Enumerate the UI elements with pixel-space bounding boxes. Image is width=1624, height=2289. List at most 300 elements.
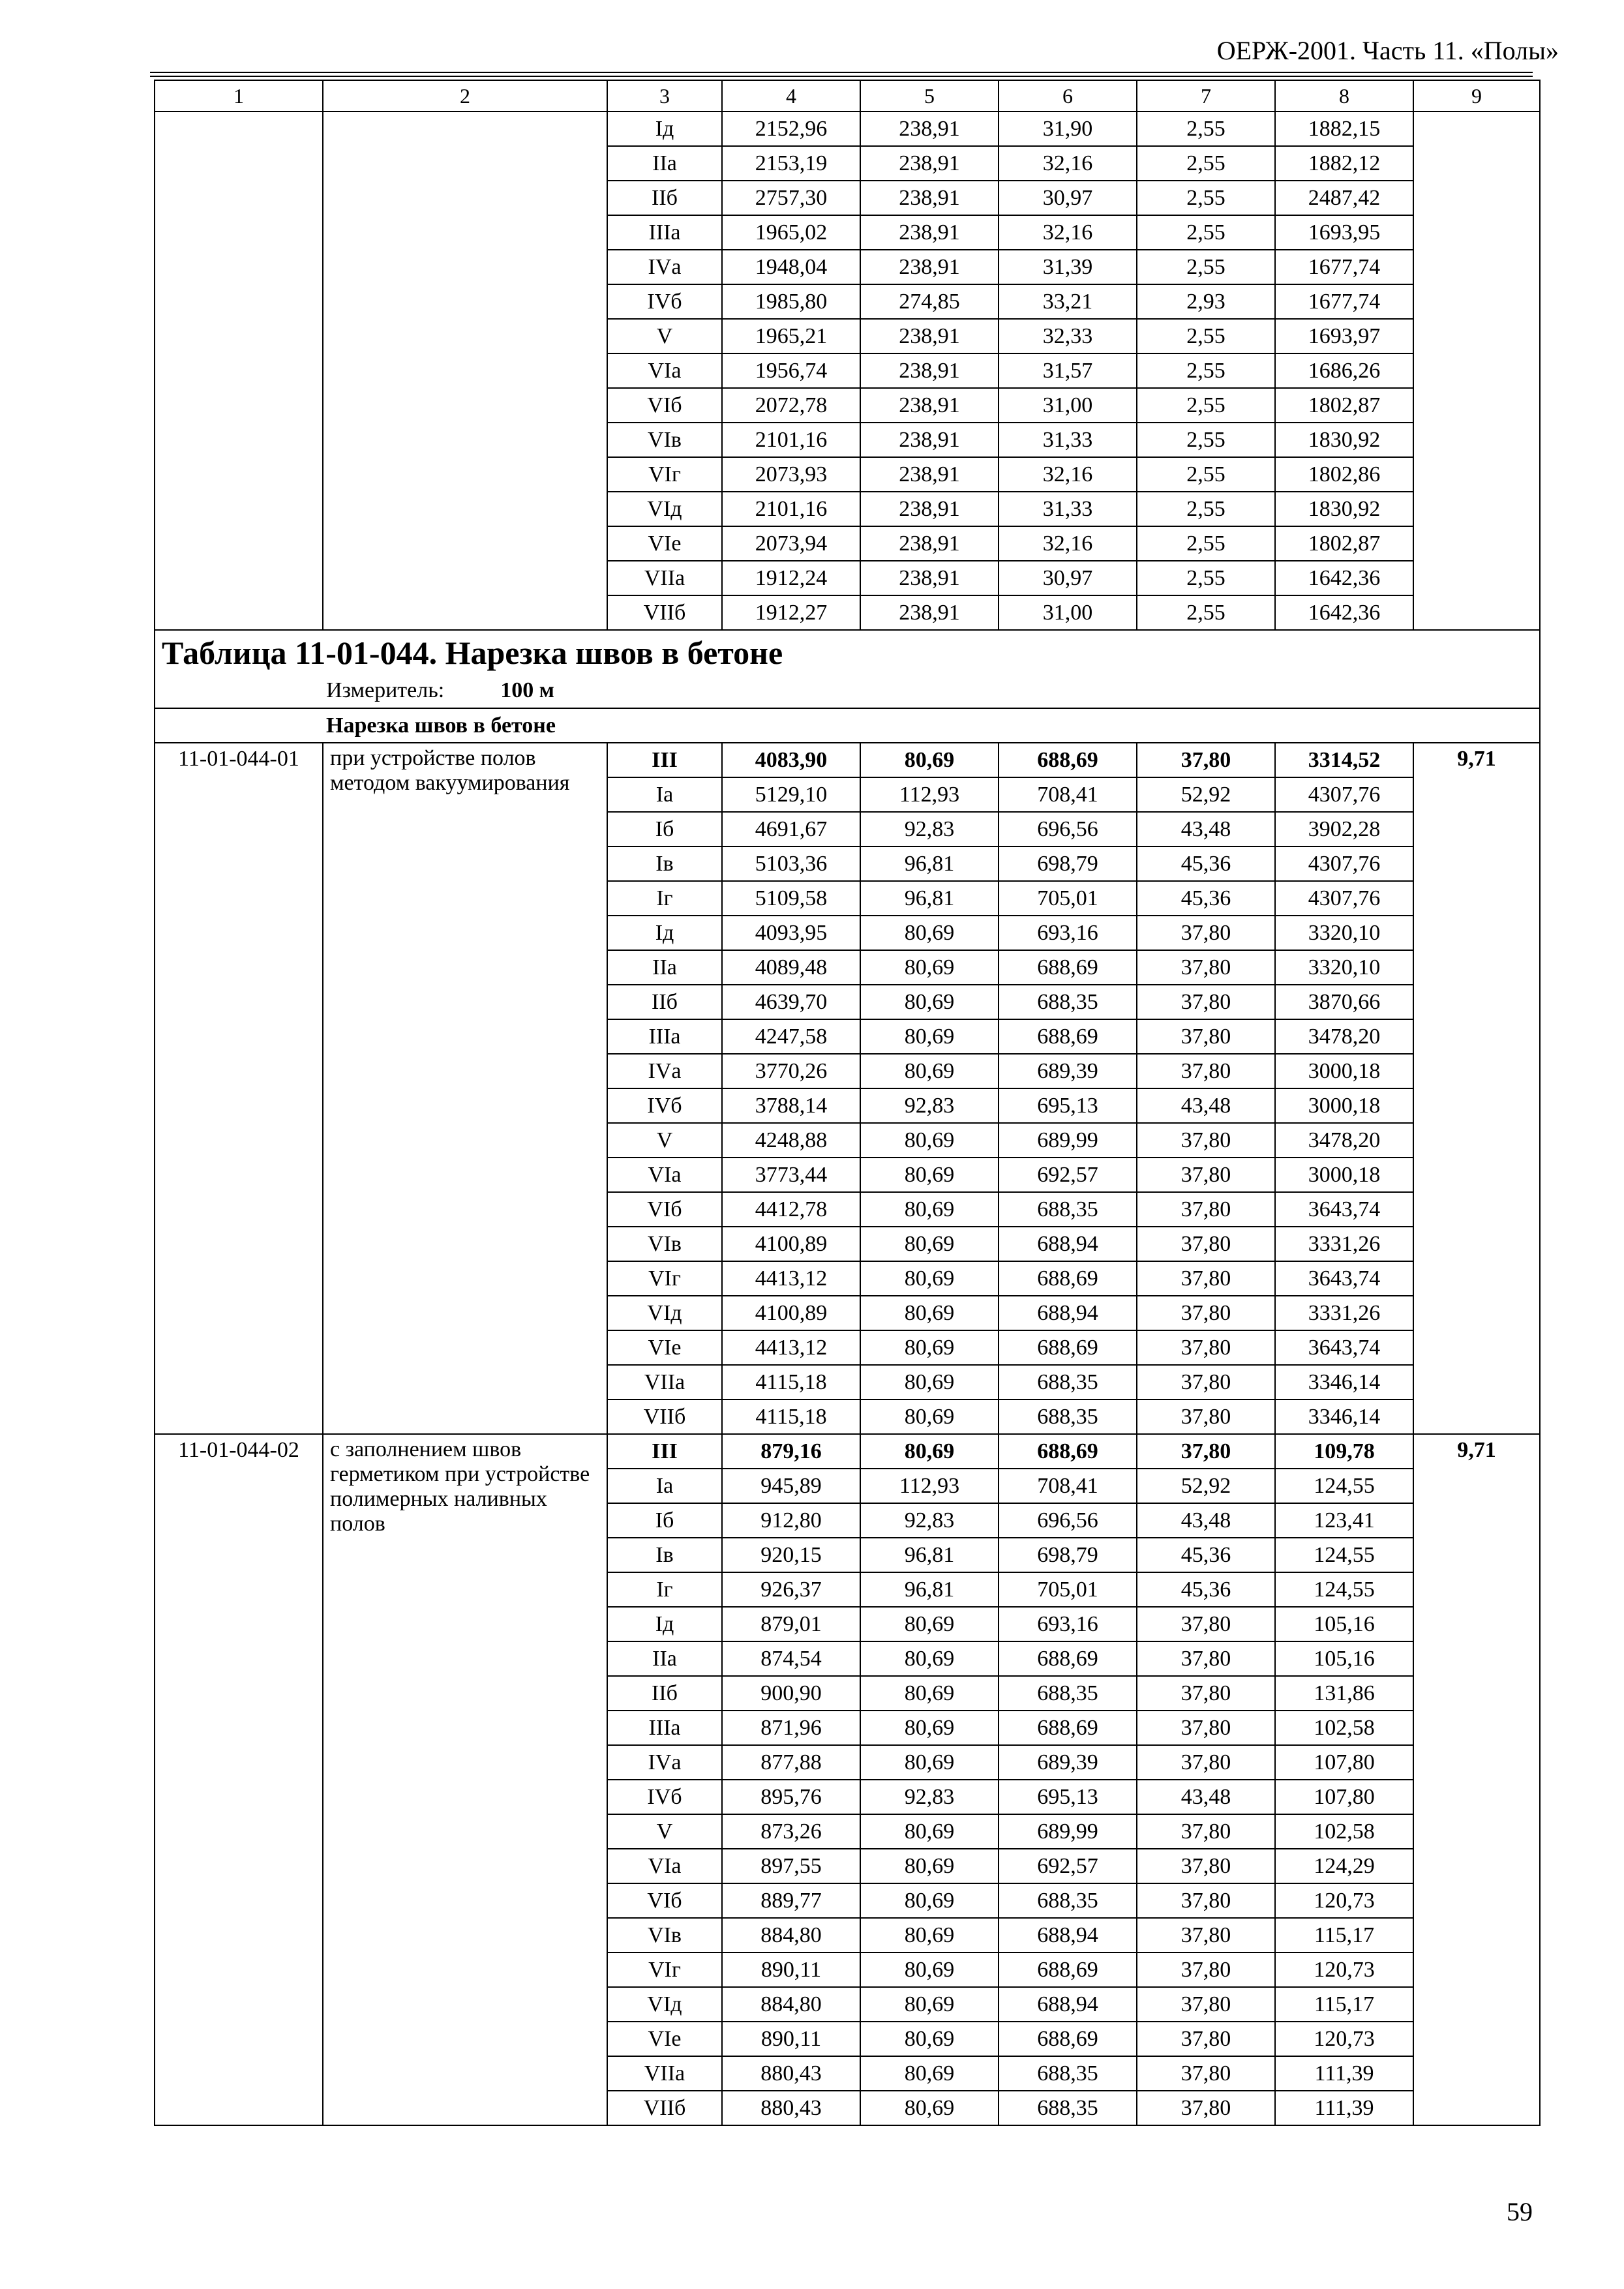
- zone-cell: Iа: [607, 1469, 722, 1503]
- value-cell: 92,83: [860, 1088, 999, 1123]
- section-title: Нарезка швов в бетоне: [155, 708, 1540, 743]
- value-cell: 30,97: [999, 181, 1137, 215]
- value-cell: 31,00: [999, 595, 1137, 630]
- value-cell: 688,94: [999, 1227, 1137, 1261]
- value-cell: 80,69: [860, 1987, 999, 2022]
- value-cell: 112,93: [860, 1469, 999, 1503]
- value-cell: 31,33: [999, 492, 1137, 526]
- zone-cell: IVа: [607, 250, 722, 284]
- value-cell: 2073,93: [722, 457, 860, 492]
- column-number: 9: [1413, 80, 1540, 112]
- value-cell: 912,80: [722, 1503, 860, 1538]
- value-cell: 238,91: [860, 112, 999, 146]
- value-cell: 884,80: [722, 1918, 860, 1952]
- value-cell: 52,92: [1137, 1469, 1275, 1503]
- value-cell: 80,69: [860, 2022, 999, 2056]
- header-rule: [150, 76, 1533, 77]
- value-cell: 107,80: [1275, 1780, 1413, 1814]
- value-cell: 689,99: [999, 1814, 1137, 1849]
- value-cell: 695,13: [999, 1088, 1137, 1123]
- value-cell: 5129,10: [722, 777, 860, 812]
- value-cell: 689,99: [999, 1123, 1137, 1158]
- zone-cell: IIб: [607, 1676, 722, 1711]
- value-cell: 2,55: [1137, 146, 1275, 181]
- zone-cell: VIIа: [607, 561, 722, 595]
- value-cell: 1802,86: [1275, 457, 1413, 492]
- zone-cell: Iг: [607, 881, 722, 916]
- value-cell: 693,16: [999, 916, 1137, 950]
- item-extra-value: 9,71: [1413, 743, 1540, 1434]
- value-cell: 102,58: [1275, 1814, 1413, 1849]
- value-cell: 1642,36: [1275, 595, 1413, 630]
- value-cell: 705,01: [999, 881, 1137, 916]
- value-cell: 2072,78: [722, 388, 860, 423]
- value-cell: 688,35: [999, 2091, 1137, 2125]
- value-cell: 2,55: [1137, 215, 1275, 250]
- value-cell: 4413,12: [722, 1330, 860, 1365]
- value-cell: 37,80: [1137, 1019, 1275, 1054]
- value-cell: 31,00: [999, 388, 1137, 423]
- value-cell: 80,69: [860, 743, 999, 777]
- value-cell: 2,55: [1137, 319, 1275, 353]
- value-cell: 80,69: [860, 1158, 999, 1192]
- value-cell: 926,37: [722, 1572, 860, 1607]
- value-cell: 37,80: [1137, 1158, 1275, 1192]
- value-cell: 45,36: [1137, 1572, 1275, 1607]
- value-cell: 96,81: [860, 846, 999, 881]
- value-cell: 120,73: [1275, 1952, 1413, 1987]
- unit-line: [155, 674, 1539, 708]
- zone-cell: VIв: [607, 423, 722, 457]
- value-cell: 874,54: [722, 1641, 860, 1676]
- value-cell: 111,39: [1275, 2091, 1413, 2125]
- value-cell: 238,91: [860, 492, 999, 526]
- zone-cell: VIIб: [607, 2091, 722, 2125]
- value-cell: 1802,87: [1275, 388, 1413, 423]
- value-cell: 102,58: [1275, 1711, 1413, 1745]
- value-cell: 37,80: [1137, 1399, 1275, 1434]
- value-cell: 43,48: [1137, 1503, 1275, 1538]
- value-cell: 3643,74: [1275, 1192, 1413, 1227]
- value-cell: 4691,67: [722, 812, 860, 846]
- value-cell: 2,55: [1137, 561, 1275, 595]
- value-cell: 4089,48: [722, 950, 860, 985]
- value-cell: 37,80: [1137, 1711, 1275, 1745]
- value-cell: 115,17: [1275, 1918, 1413, 1952]
- value-cell: 3770,26: [722, 1054, 860, 1088]
- zone-cell: VIе: [607, 2022, 722, 2056]
- value-cell: 1956,74: [722, 353, 860, 388]
- value-cell: 696,56: [999, 1503, 1137, 1538]
- value-cell: 1830,92: [1275, 492, 1413, 526]
- value-cell: 4307,76: [1275, 777, 1413, 812]
- value-cell: 1965,02: [722, 215, 860, 250]
- value-cell: 112,93: [860, 777, 999, 812]
- value-cell: 2757,30: [722, 181, 860, 215]
- value-cell: 688,69: [999, 1261, 1137, 1296]
- value-cell: 688,69: [999, 1641, 1137, 1676]
- zone-cell: IIб: [607, 985, 722, 1019]
- header-rule: [150, 72, 1533, 73]
- column-number: 4: [722, 80, 860, 112]
- value-cell: 688,35: [999, 1365, 1137, 1399]
- value-cell: 2,55: [1137, 250, 1275, 284]
- value-cell: 238,91: [860, 146, 999, 181]
- value-cell: 3314,52: [1275, 743, 1413, 777]
- value-cell: 2,55: [1137, 423, 1275, 457]
- value-cell: 688,35: [999, 2056, 1137, 2091]
- value-cell: 897,55: [722, 1849, 860, 1883]
- zone-cell: VIг: [607, 1261, 722, 1296]
- value-cell: 3000,18: [1275, 1088, 1413, 1123]
- item-description: при устройстве полов методом вакуумирования: [323, 743, 607, 1434]
- zone-cell: IVа: [607, 1054, 722, 1088]
- value-cell: 37,80: [1137, 1987, 1275, 2022]
- value-cell: 3331,26: [1275, 1296, 1413, 1330]
- value-cell: 688,69: [999, 743, 1137, 777]
- value-cell: 238,91: [860, 457, 999, 492]
- value-cell: 37,80: [1137, 916, 1275, 950]
- value-cell: 4115,18: [722, 1399, 860, 1434]
- value-cell: 37,80: [1137, 1641, 1275, 1676]
- description-cell-empty: [323, 112, 607, 630]
- value-cell: 1965,21: [722, 319, 860, 353]
- value-cell: 2,55: [1137, 595, 1275, 630]
- value-cell: 80,69: [860, 1641, 999, 1676]
- zone-cell: VIа: [607, 1158, 722, 1192]
- value-cell: 688,94: [999, 1987, 1137, 2022]
- value-cell: 689,39: [999, 1054, 1137, 1088]
- zone-cell: IVб: [607, 284, 722, 319]
- value-cell: 688,69: [999, 1019, 1137, 1054]
- zone-cell: IIIа: [607, 215, 722, 250]
- value-cell: 45,36: [1137, 846, 1275, 881]
- value-cell: 37,80: [1137, 1814, 1275, 1849]
- value-cell: 3000,18: [1275, 1158, 1413, 1192]
- value-cell: 32,16: [999, 457, 1137, 492]
- value-cell: 3478,20: [1275, 1019, 1413, 1054]
- value-cell: 695,13: [999, 1780, 1137, 1814]
- zone-cell: VIа: [607, 353, 722, 388]
- value-cell: 37,80: [1137, 1227, 1275, 1261]
- value-cell: 37,80: [1137, 2056, 1275, 2091]
- value-cell: 123,41: [1275, 1503, 1413, 1538]
- zone-cell: Iд: [607, 1607, 722, 1641]
- column-number: 8: [1275, 80, 1413, 112]
- value-cell: 32,16: [999, 526, 1137, 561]
- zone-cell: IIа: [607, 146, 722, 181]
- value-cell: 3000,18: [1275, 1054, 1413, 1088]
- value-cell: 1948,04: [722, 250, 860, 284]
- value-cell: 37,80: [1137, 1123, 1275, 1158]
- zone-cell: Iв: [607, 846, 722, 881]
- value-cell: 1830,92: [1275, 423, 1413, 457]
- zone-cell: Iд: [607, 112, 722, 146]
- zone-cell: IVб: [607, 1088, 722, 1123]
- value-cell: 124,55: [1275, 1538, 1413, 1572]
- value-cell: 1677,74: [1275, 250, 1413, 284]
- value-cell: 33,21: [999, 284, 1137, 319]
- value-cell: 693,16: [999, 1607, 1137, 1641]
- value-cell: 80,69: [860, 2056, 999, 2091]
- value-cell: 120,73: [1275, 1883, 1413, 1918]
- value-cell: 1693,97: [1275, 319, 1413, 353]
- value-cell: 4100,89: [722, 1296, 860, 1330]
- value-cell: 2101,16: [722, 423, 860, 457]
- value-cell: 37,80: [1137, 985, 1275, 1019]
- zone-cell: Iг: [607, 1572, 722, 1607]
- table-row: [155, 112, 1540, 146]
- column-number: 2: [323, 80, 607, 112]
- value-cell: 37,80: [1137, 1261, 1275, 1296]
- value-cell: 688,94: [999, 1918, 1137, 1952]
- value-cell: 2,55: [1137, 112, 1275, 146]
- value-cell: 3346,14: [1275, 1399, 1413, 1434]
- value-cell: 96,81: [860, 1572, 999, 1607]
- value-cell: 238,91: [860, 319, 999, 353]
- value-cell: 92,83: [860, 1503, 999, 1538]
- table-title: Таблица 11-01-044. Нарезка швов в бетоне: [162, 635, 783, 671]
- value-cell: 131,86: [1275, 1676, 1413, 1711]
- value-cell: 3643,74: [1275, 1330, 1413, 1365]
- value-cell: 2153,19: [722, 146, 860, 181]
- value-cell: 5103,36: [722, 846, 860, 881]
- value-cell: 2073,94: [722, 526, 860, 561]
- value-cell: 80,69: [860, 1296, 999, 1330]
- column-number: 1: [155, 80, 323, 112]
- value-cell: 92,83: [860, 1780, 999, 1814]
- value-cell: 37,80: [1137, 1676, 1275, 1711]
- value-cell: 688,69: [999, 1952, 1137, 1987]
- value-cell: 80,69: [860, 1054, 999, 1088]
- zone-cell: Iб: [607, 812, 722, 846]
- value-cell: 96,81: [860, 881, 999, 916]
- value-cell: 3773,44: [722, 1158, 860, 1192]
- zone-cell: Iв: [607, 1538, 722, 1572]
- value-cell: 879,01: [722, 1607, 860, 1641]
- page-number: 59: [1507, 2197, 1533, 2226]
- value-cell: 80,69: [860, 1814, 999, 1849]
- value-cell: 43,48: [1137, 1088, 1275, 1123]
- value-cell: 2,93: [1137, 284, 1275, 319]
- value-cell: 238,91: [860, 215, 999, 250]
- value-cell: 31,90: [999, 112, 1137, 146]
- value-cell: 238,91: [860, 250, 999, 284]
- value-cell: 238,91: [860, 561, 999, 595]
- value-cell: 3478,20: [1275, 1123, 1413, 1158]
- value-cell: 32,16: [999, 215, 1137, 250]
- value-cell: 37,80: [1137, 2091, 1275, 2125]
- item-extra-value: 9,71: [1413, 1434, 1540, 2125]
- value-cell: 3902,28: [1275, 812, 1413, 846]
- value-cell: 238,91: [860, 595, 999, 630]
- value-cell: 3320,10: [1275, 950, 1413, 985]
- value-cell: 698,79: [999, 846, 1137, 881]
- value-cell: 708,41: [999, 777, 1137, 812]
- value-cell: 2487,42: [1275, 181, 1413, 215]
- zone-cell: Iд: [607, 916, 722, 950]
- zone-cell: VIIа: [607, 2056, 722, 2091]
- table-row: [155, 743, 1540, 777]
- column-number-row: [155, 80, 1540, 112]
- value-cell: 80,69: [860, 1745, 999, 1780]
- value-cell: 4093,95: [722, 916, 860, 950]
- section-title-row: [155, 708, 1540, 743]
- value-cell: 688,69: [999, 2022, 1137, 2056]
- value-cell: 32,16: [999, 146, 1137, 181]
- value-cell: 37,80: [1137, 1918, 1275, 1952]
- zone-cell: VIIб: [607, 1399, 722, 1434]
- value-cell: 109,78: [1275, 1434, 1413, 1469]
- zone-cell: VIе: [607, 1330, 722, 1365]
- zone-cell: Iа: [607, 777, 722, 812]
- value-cell: 3346,14: [1275, 1365, 1413, 1399]
- value-cell: 4083,90: [722, 743, 860, 777]
- price-table: [154, 80, 1541, 2126]
- item-description: с заполнением швов герметиком при устройстве полимерных наливных полов: [323, 1434, 607, 2125]
- value-cell: 688,35: [999, 1192, 1137, 1227]
- value-cell: 688,35: [999, 1883, 1137, 1918]
- value-cell: 238,91: [860, 181, 999, 215]
- value-cell: 80,69: [860, 1434, 999, 1469]
- zone-cell: IIб: [607, 181, 722, 215]
- value-cell: 80,69: [860, 916, 999, 950]
- value-cell: 3320,10: [1275, 916, 1413, 950]
- column-number: 7: [1137, 80, 1275, 112]
- zone-cell: VIIб: [607, 595, 722, 630]
- value-cell: 1686,26: [1275, 353, 1413, 388]
- value-cell: 4307,76: [1275, 846, 1413, 881]
- value-cell: 80,69: [860, 1365, 999, 1399]
- zone-cell: IIIа: [607, 1711, 722, 1745]
- value-cell: 43,48: [1137, 1780, 1275, 1814]
- value-cell: 688,35: [999, 1399, 1137, 1434]
- page-header-title: ОЕРЖ-2001. Часть 11. «Полы»: [1216, 36, 1559, 65]
- value-cell: 80,69: [860, 950, 999, 985]
- code-cell-empty: [155, 112, 323, 630]
- value-cell: 37,80: [1137, 1330, 1275, 1365]
- value-cell: 2,55: [1137, 353, 1275, 388]
- value-cell: 688,69: [999, 1434, 1137, 1469]
- zone-cell: IIа: [607, 950, 722, 985]
- value-cell: 124,55: [1275, 1572, 1413, 1607]
- value-cell: 124,29: [1275, 1849, 1413, 1883]
- zone-cell: III: [607, 743, 722, 777]
- value-cell: 80,69: [860, 1330, 999, 1365]
- value-cell: 1882,15: [1275, 112, 1413, 146]
- value-cell: 31,39: [999, 250, 1137, 284]
- zone-cell: VIIа: [607, 1365, 722, 1399]
- value-cell: 107,80: [1275, 1745, 1413, 1780]
- column-number: 6: [999, 80, 1137, 112]
- value-cell: 43,48: [1137, 812, 1275, 846]
- value-cell: 890,11: [722, 1952, 860, 1987]
- zone-cell: IIIа: [607, 1019, 722, 1054]
- table-title-row: [155, 630, 1540, 708]
- value-cell: 80,69: [860, 1849, 999, 1883]
- zone-cell: V: [607, 319, 722, 353]
- value-cell: 80,69: [860, 985, 999, 1019]
- value-cell: 5109,58: [722, 881, 860, 916]
- value-cell: 80,69: [860, 1123, 999, 1158]
- value-cell: 698,79: [999, 1538, 1137, 1572]
- value-cell: 1912,24: [722, 561, 860, 595]
- zone-cell: V: [607, 1814, 722, 1849]
- value-cell: 80,69: [860, 1952, 999, 1987]
- value-cell: 96,81: [860, 1538, 999, 1572]
- value-cell: 105,16: [1275, 1641, 1413, 1676]
- zone-cell: VIг: [607, 457, 722, 492]
- value-cell: 696,56: [999, 812, 1137, 846]
- value-cell: 688,69: [999, 950, 1137, 985]
- value-cell: 80,69: [860, 1607, 999, 1641]
- value-cell: 31,33: [999, 423, 1137, 457]
- value-cell: 4115,18: [722, 1365, 860, 1399]
- zone-cell: IVб: [607, 1780, 722, 1814]
- value-cell: 1985,80: [722, 284, 860, 319]
- value-cell: 3331,26: [1275, 1227, 1413, 1261]
- value-cell: 877,88: [722, 1745, 860, 1780]
- value-cell: 37,80: [1137, 1054, 1275, 1088]
- value-cell: 238,91: [860, 423, 999, 457]
- value-cell: 884,80: [722, 1987, 860, 2022]
- table-row: [155, 1434, 1540, 1469]
- value-cell: 880,43: [722, 2056, 860, 2091]
- zone-cell: IIа: [607, 1641, 722, 1676]
- value-cell: 80,69: [860, 1676, 999, 1711]
- value-cell: 80,69: [860, 1227, 999, 1261]
- value-cell: 3870,66: [1275, 985, 1413, 1019]
- value-cell: 105,16: [1275, 1607, 1413, 1641]
- value-cell: 80,69: [860, 2091, 999, 2125]
- value-cell: 692,57: [999, 1849, 1137, 1883]
- value-cell: 705,01: [999, 1572, 1137, 1607]
- value-cell: 689,39: [999, 1745, 1137, 1780]
- value-cell: 238,91: [860, 353, 999, 388]
- zone-cell: VIе: [607, 526, 722, 561]
- value-cell: 945,89: [722, 1469, 860, 1503]
- value-cell: 37,80: [1137, 1607, 1275, 1641]
- value-cell: 2,55: [1137, 388, 1275, 423]
- value-cell: 80,69: [860, 1192, 999, 1227]
- value-cell: 692,57: [999, 1158, 1137, 1192]
- value-cell: 873,26: [722, 1814, 860, 1849]
- zone-cell: VIб: [607, 1192, 722, 1227]
- value-cell: 45,36: [1137, 1538, 1275, 1572]
- item-code: 11-01-044-01: [155, 743, 323, 1434]
- value-cell: 37,80: [1137, 1849, 1275, 1883]
- value-cell: 895,76: [722, 1780, 860, 1814]
- value-cell: 3643,74: [1275, 1261, 1413, 1296]
- zone-cell: VIб: [607, 388, 722, 423]
- zone-cell: V: [607, 1123, 722, 1158]
- value-cell: 4412,78: [722, 1192, 860, 1227]
- zone-cell: Iб: [607, 1503, 722, 1538]
- value-cell: 80,69: [860, 1399, 999, 1434]
- value-cell: 37,80: [1137, 1883, 1275, 1918]
- value-cell: 900,90: [722, 1676, 860, 1711]
- value-cell: 4307,76: [1275, 881, 1413, 916]
- value-cell: 238,91: [860, 388, 999, 423]
- value-cell: 688,35: [999, 1676, 1137, 1711]
- value-cell: 4248,88: [722, 1123, 860, 1158]
- zone-cell: VIг: [607, 1952, 722, 1987]
- value-cell: 2152,96: [722, 112, 860, 146]
- item-code: 11-01-044-02: [155, 1434, 323, 2125]
- value-cell: 1912,27: [722, 595, 860, 630]
- table-title-cell: [155, 630, 1540, 708]
- zone-cell: VIб: [607, 1883, 722, 1918]
